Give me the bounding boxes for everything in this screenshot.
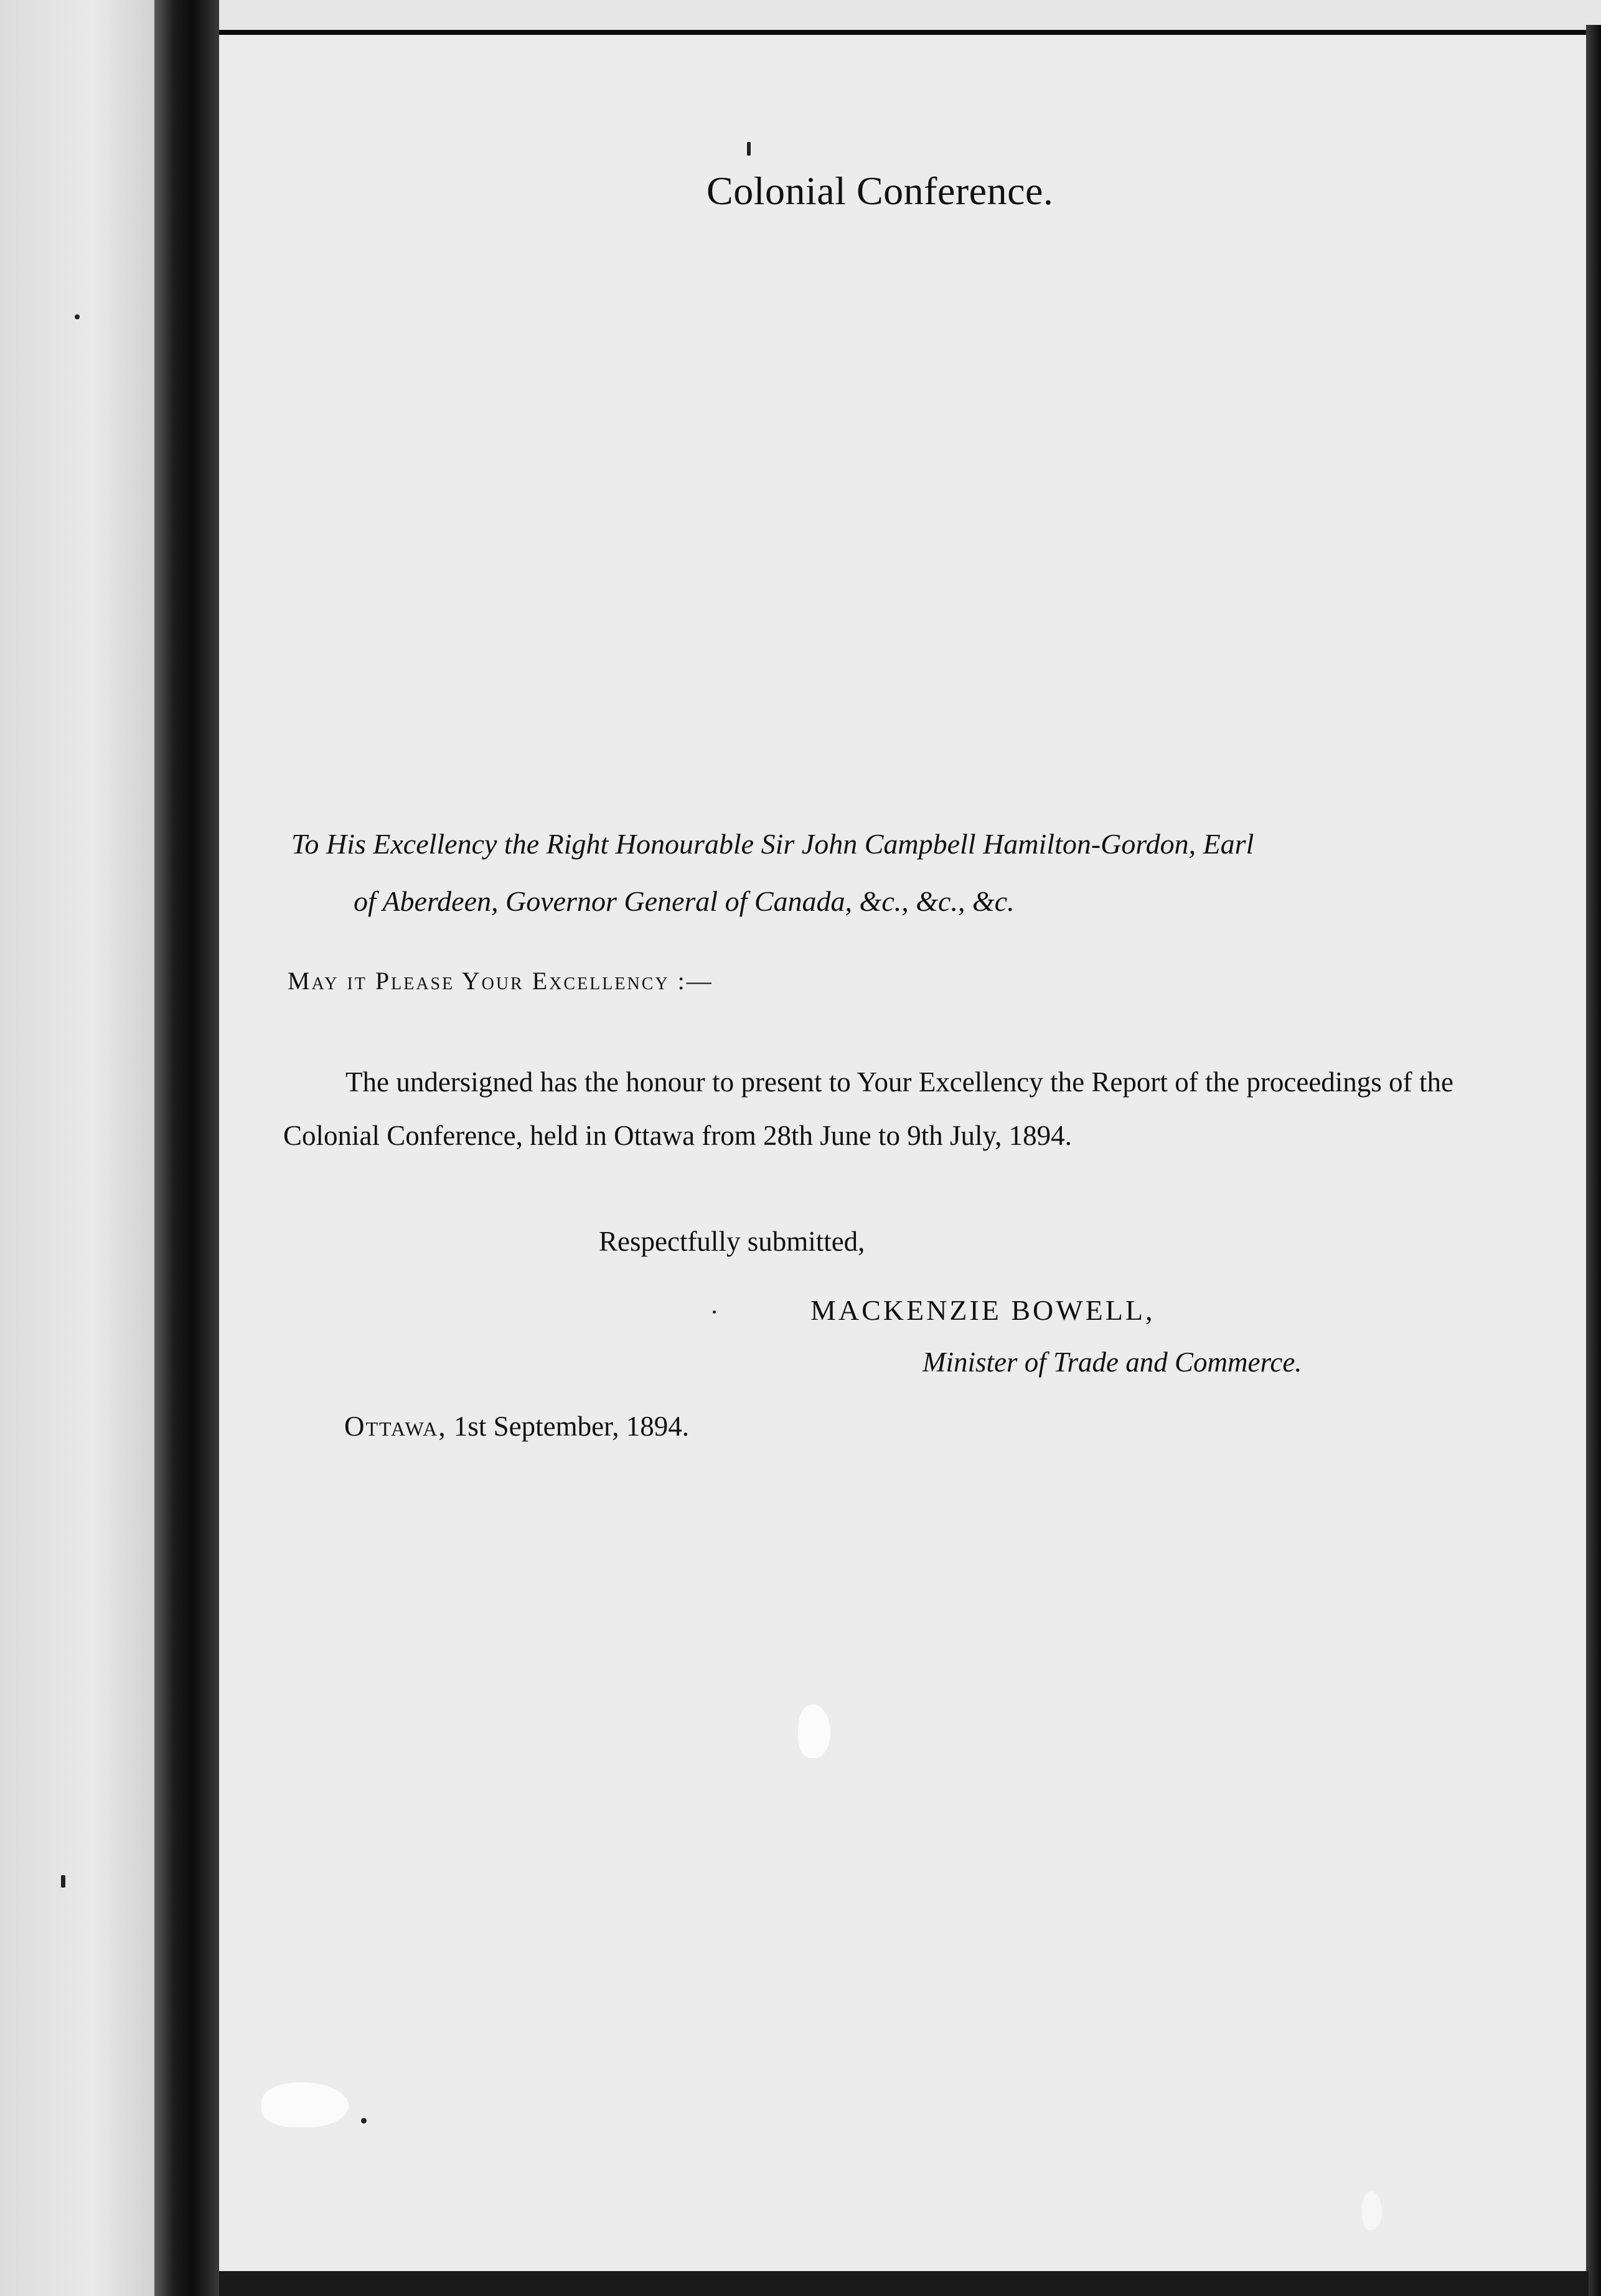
- dateline-place: Ottawa,: [344, 1411, 447, 1442]
- facing-page: [0, 0, 154, 2296]
- dateline: [344, 1410, 689, 1442]
- book-gutter: [154, 0, 219, 2296]
- scan-speck: [361, 2118, 367, 2124]
- scan-speck: [75, 314, 80, 319]
- dateline-date: 1st September, 1894.: [453, 1411, 689, 1442]
- scan-smudge: [1362, 2191, 1382, 2230]
- salutation: May it Please Your Excellency :—: [288, 967, 713, 995]
- closing: Respectfully submitted,: [599, 1226, 865, 1257]
- scan-speck: [713, 1310, 716, 1314]
- scan-smudge: [798, 1705, 830, 1758]
- address-block: [291, 816, 1455, 930]
- signer-name: MACKENZIE BOWELL,: [810, 1294, 1155, 1326]
- scan-bottom-edge: [219, 2271, 1589, 2296]
- document-title: Colonial Conference.: [707, 169, 1054, 213]
- address-line-1: To His Excellency the Right Honourable Sir John Campbell Hamilton-Gordon, Earl: [291, 828, 1254, 860]
- scan-speck: [61, 1875, 65, 1888]
- signer-title: Minister of Trade and Commerce.: [923, 1347, 1302, 1378]
- scan-speck: [747, 142, 751, 156]
- body-paragraph: The undersigned has the honour to present to Your Excellency the Report of the proceedings of the Colonial Conference, held in Ottawa from 28th June to 9th July, 1894.: [283, 1066, 1453, 1151]
- page-edge: [1586, 25, 1601, 2296]
- scan-smudge: [261, 2082, 349, 2127]
- address-line-2: of Aberdeen, Governor General of Canada, &c., &c., &c.: [354, 885, 1015, 917]
